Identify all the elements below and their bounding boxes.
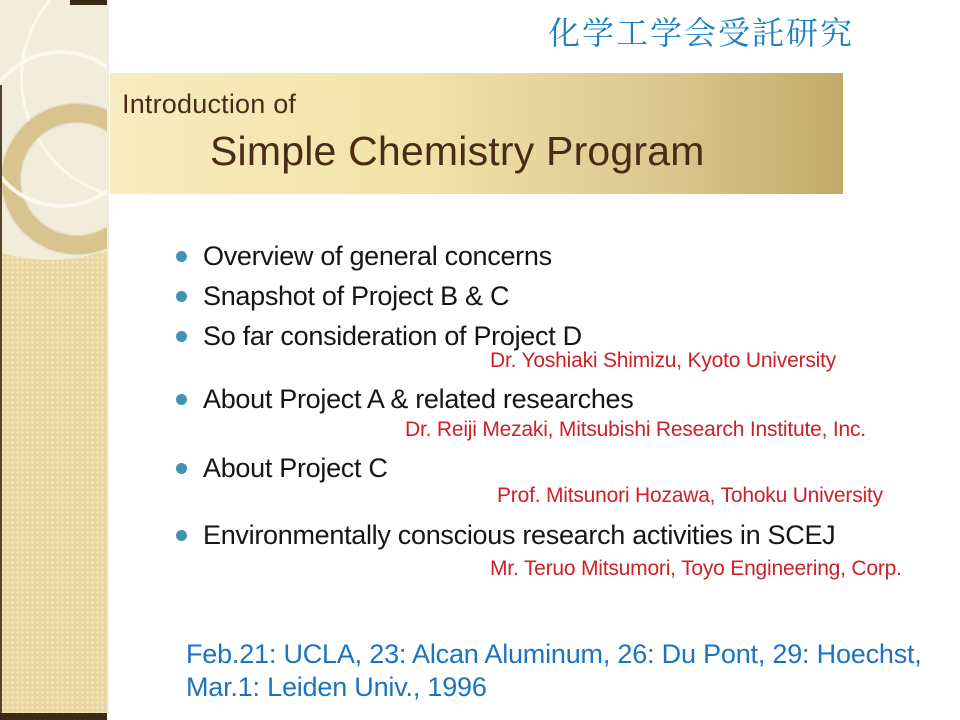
agenda-item [176, 450, 936, 486]
agenda-credit: Prof. Mitsunori Hozawa, Tohoku University [497, 484, 883, 507]
bullet-icon [176, 251, 187, 262]
sidebar-top-accent [70, 0, 107, 5]
sidebar-decoration [0, 0, 107, 713]
agenda-credit: Dr. Yoshiaki Shimizu, Kyoto University [490, 349, 837, 372]
agenda-credit: Dr. Reiji Mezaki, Mitsubishi Research Institute, Inc. [405, 418, 866, 441]
page-title: Simple Chemistry Program [210, 128, 705, 174]
bullet-icon [176, 463, 187, 474]
agenda-item-label: So far consideration of Project D [203, 321, 582, 351]
sidebar-left-accent [0, 85, 2, 713]
schedule-note [186, 638, 922, 704]
bullet-icon [176, 530, 187, 541]
schedule-line1: Feb.21: UCLA, 23: Alcan Aluminum, 26: Du Pont, 29: Hoechst, [186, 639, 922, 669]
agenda-item [176, 381, 936, 417]
agenda-item-label: About Project C [203, 453, 388, 483]
schedule-line2: Mar.1: Leiden Univ., 1996 [186, 672, 487, 702]
agenda-item [176, 517, 936, 553]
bullet-icon [176, 291, 187, 302]
sidebar-bottom-accent [0, 713, 107, 720]
agenda-item-label: Overview of general concerns [203, 241, 552, 271]
sidebar-circle-icon [0, 50, 107, 208]
agenda-item-label: About Project A & related researches [203, 384, 634, 414]
title-banner [110, 73, 843, 194]
agenda-credit: Mr. Teruo Mitsumori, Toyo Engineering, Corp. [490, 557, 902, 580]
agenda-item-label: Snapshot of Project B & C [203, 281, 510, 311]
agenda-item [176, 278, 936, 314]
agenda-item [176, 238, 936, 274]
agenda-item-label: Environmentally conscious research activities in SCEJ [203, 520, 836, 550]
bullet-icon [176, 394, 187, 405]
program-header: 化学工学会受託研究 [547, 15, 854, 51]
title-intro: Introduction of [122, 89, 297, 119]
bullet-icon [176, 331, 187, 342]
